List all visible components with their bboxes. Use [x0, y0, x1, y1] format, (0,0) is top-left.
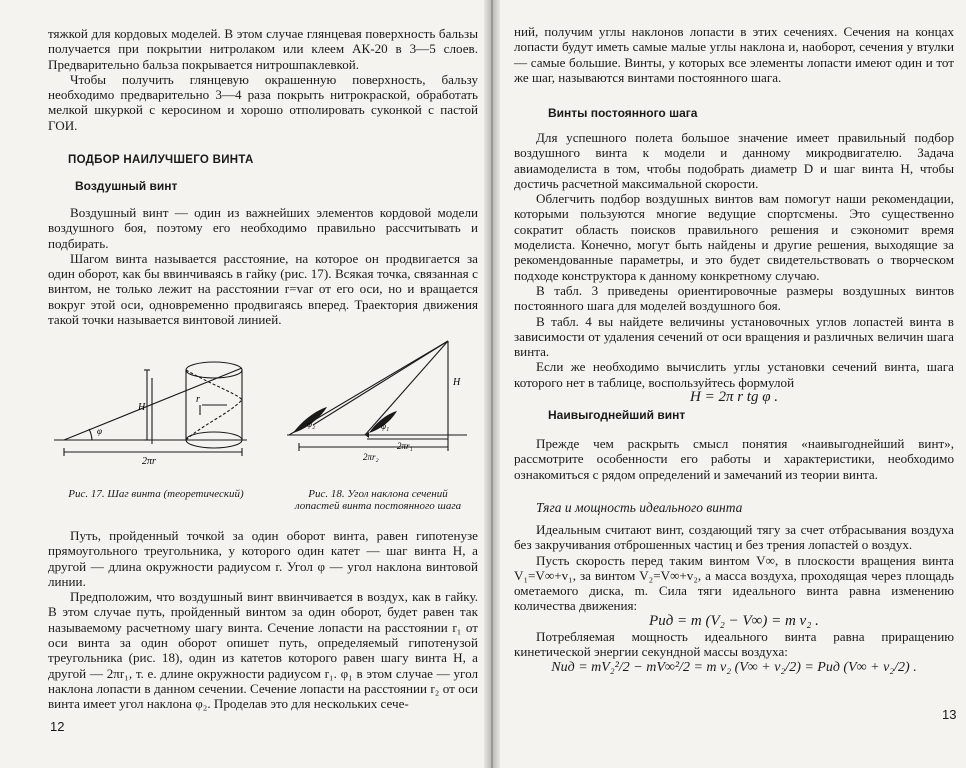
paragraph: Для успешного полета большое значение имеет правильный подбор воздушного винта к модели и данному микродвигателю. Задача авиамоделиста в том, чтобы подобрать диаметр D и шаг винта H, чтобы достичь расчетной максимальной скорости. [514, 130, 954, 191]
paragraph: ний, получим углы наклонов лопасти в этих сечениях. Сечения на концах лопасти будут иметь самые малые углы наклона и, наоборот, сечения у втулки — самые большие. Винты, у которых все элементы лопасти имеют один и тот же шаг, называются винтами постоянного шага. [514, 24, 954, 85]
fig18-2pir2-label: 2πr₂ [363, 452, 379, 462]
formula-power: Nид = mV₂²/2 − mV∞²/2 = m v₂ (V∞ + v₂/2) = Pид (V∞ + v₂/2) . [551, 659, 917, 675]
subheading-ideal-propeller: Тяга и мощность идеального винта [536, 500, 743, 515]
paragraph: Путь, пройденный точкой за один оборот винта, равен гипотенузе прямоугольного треугольника, у которого один катет — шаг винта H, а другой — длина окружности радиусом r. Угол φ — угол наклона винтовой линии. [48, 528, 478, 589]
formula-thrust: Pид = m (V₂ − V∞) = m v₂ . [649, 612, 819, 629]
paragraph: тяжкой для кордовых моделей. В этом случае глянцевая поверхность бальзы получается при покрытии нитролаком или клеем АК-20 в 3—5 слоев. Предварительно бальза покрывается нитрошпаклевкой. [48, 26, 478, 72]
fig17-radius-label: r [196, 394, 200, 405]
fig18-phi1-label: φ₁ [381, 421, 390, 431]
figure-17 [52, 340, 262, 480]
fig18-hypotenuse-2 [365, 341, 448, 435]
left-text-mid [48, 205, 478, 327]
paragraph: В табл. 3 приведены ориентировочные размеры воздушных винтов постоянного шага для моделей воздушного боя. [514, 282, 954, 314]
paragraph: Пусть скорость перед таким винтом V∞, в плоскости вращения винта V₁=V∞+v₁, за винтом V₂=V∞+v₂, а масса воздуха, проходящая через площадь ометаемого диска, m. Сила тяги идеального винта равна изменению количества движения: [514, 552, 954, 614]
fig18-height-label: H [453, 377, 461, 388]
fig18-phi2-label: φ₂ [307, 419, 316, 429]
subheading-optimal-propeller: Наивыгоднейший винт [548, 408, 686, 422]
fig17-height-label: H [138, 402, 146, 413]
fig17-base-label: 2πr [142, 456, 156, 467]
page-number-right: 13 [942, 707, 957, 722]
paragraph: Прежде чем раскрыть смысл понятия «наивыгоднейший винт», рассмотрите особенности его работы и характеристики, необходимо ознакомиться с рядом определений и замечаний из теории винта. [514, 436, 954, 482]
left-text-bottom [48, 528, 478, 712]
fig18-2pir1-label: 2πr₁ [397, 441, 413, 451]
fig17-angle-label: φ [97, 426, 102, 436]
figure-18-caption: Рис. 18. Угол наклона сечений лопастей винта постоянного шага [294, 488, 462, 512]
paragraph: Облегчить подбор воздушных винтов вам помогут наши рекомендации, которыми пользуются многие ведущие спортсмены. Это существенно сократит область поисков правильного решения и сэкономит время моделиста. Конечно, могут быть найдены и другие решения, выходящие за рекомендованные параметры, и это будет свидетельствовать о творческом подходе конструктора к данному конкретному случаю. [514, 191, 954, 283]
book-gutter [484, 0, 500, 768]
right-text-mid [514, 130, 954, 405]
paragraph: Предположим, что воздушный винт ввинчивается в воздух, как в гайку. В этом случае путь, пройденный винтом за один оборот, будет равен так называемому расчетному шагу винта. Сечение лопасти на расстоянии r₁ от оси винта за один оборот опишет путь, определяемый гипотенузой треугольника (рис. 18), один из катетов которого равен шагу винта H, а другой — 2πr₁, т. е. длине окружности радиусом r₁. φ₁ в этом случае — угол наклона лопасти в данном сечении. Сечение лопасти на расстоянии r₂ от оси винта имеет угол наклона φ₂. Проделав это для нескольких сече- [48, 589, 478, 712]
paragraph: Шагом винта называется расстояние, на которое он продвигается за один оборот, как бы ввинчиваясь в гайку (рис. 17). Всякая точка, связанная с винтом, не только лежит на расстоянии r=var от его оси, но и вращается вокруг этой оси, одновременно продвигаясь вперед. Траектория движения такой точки называется винтовой линией. [48, 250, 478, 328]
right-text-top [514, 24, 954, 85]
right-text-after [514, 436, 954, 482]
formula-pitch: H = 2π r tg φ . [689, 389, 779, 406]
subheading-constant-pitch: Винты постоянного шага [548, 106, 698, 120]
paragraph: Если же необходимо вычислить углы установки сечений винта, шага которого нет в таблице, воспользуйтесь формулой [514, 359, 954, 390]
figure-18 [285, 335, 480, 475]
fig17-hypotenuse [64, 368, 242, 440]
paragraph: Воздушный винт — один из важнейших элементов кордовой модели воздушного боя, поэтому его необходимо правильно рассчитывать и подбирать. [48, 205, 478, 251]
subheading: Воздушный винт [75, 179, 178, 193]
left-text-top [48, 26, 478, 133]
paragraph: Чтобы получить глянцевую окрашенную поверхность, бальзу необходимо предварительно 3—4 раза покрыть нитрокраской, обработать мелкой шкуркой с керосином и хорошо отполировать суконкой с пастой ГОИ. [48, 71, 478, 133]
right-text-bottom [514, 522, 954, 675]
page-number-left: 12 [50, 719, 65, 734]
right-page [500, 0, 966, 768]
section-heading: ПОДБОР НАИЛУЧШЕГО ВИНТА [68, 154, 254, 166]
fig17-cylinder-top [186, 362, 242, 378]
paragraph: Идеальным считают винт, создающий тягу за счет отбрасывания воздуха без закручивания отброшенных частиц и без трения лопастей о воздух. [514, 522, 954, 553]
figure-17-caption: Рис. 17. Шаг винта (теоретический) [68, 488, 244, 500]
paragraph: В табл. 4 вы найдете величины установочных углов лопастей винта в зависимости от удаления сечений от оси вращения и различных величин шага винта. [514, 313, 954, 360]
paragraph: Потребляемая мощность идеального винта равна приращению кинетической энергии секундной массы воздуха: [514, 629, 954, 660]
